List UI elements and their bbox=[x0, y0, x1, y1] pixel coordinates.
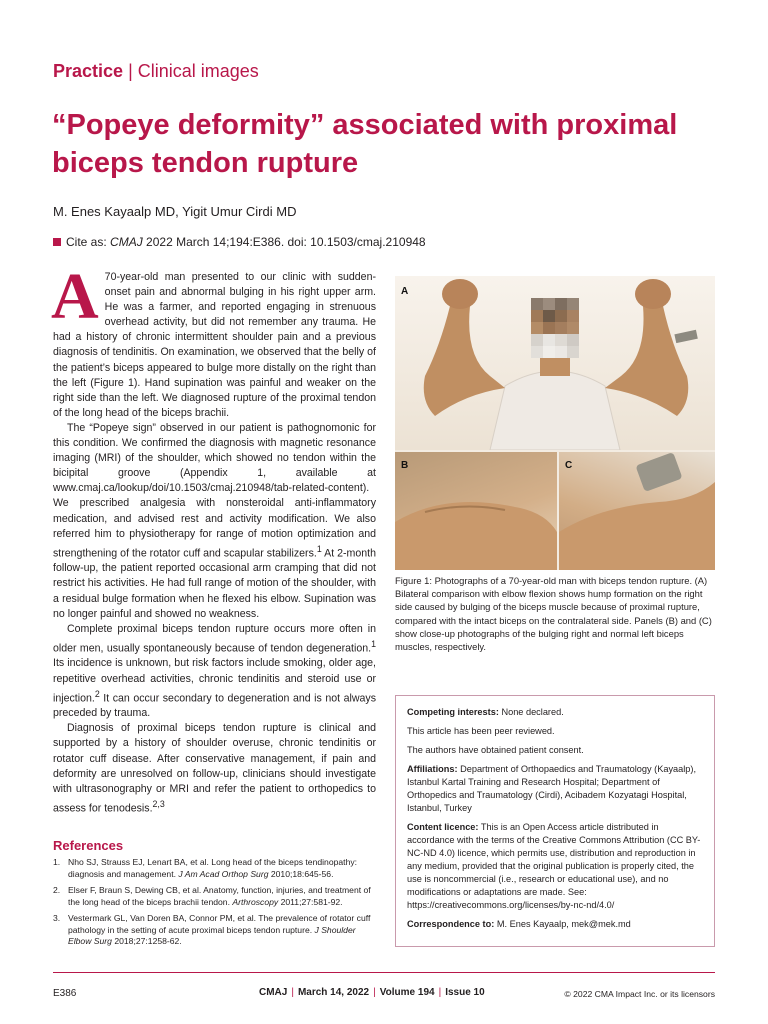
footer-date: March 14, 2022 bbox=[297, 987, 370, 998]
left-biceps-photo-illustration bbox=[559, 452, 715, 570]
peer-review-note: This article has been peer reviewed. bbox=[407, 726, 555, 736]
panel-a-label: A bbox=[401, 286, 409, 297]
article-body bbox=[51, 260, 376, 816]
paragraph-2-text-a: The “Popeye sign” observed in our patient is pathognomonic for this condition. We confirmed the diagnosis with magnetic resonance imaging (MRI) of the shoulder, which showed no tendon within the bicipital groove (Appendix 1, available at www.cmaj.ca/lookup/doi/10.1503/cmaj.210948/tab-related-content). We prescribed analgesia with nonsteroidal anti-inflammatory medication, and advised rest and activity modification. We also referred him to physiotherapy for range of motion optimization and strengthening of the rotator cuff and scapular stabilizers. bbox=[53, 421, 376, 560]
page-number: E386 bbox=[53, 988, 77, 999]
affiliations-text: Department of Orthopaedics and Traumatology (Kayaalp), Istanbul Kartal Training and Research Hospital; Department of Orthopedics and Traumatology (Cirdi), Acibadem Kozyatagi Hospital, Istanbul, Turkey bbox=[407, 764, 697, 813]
footer-divider bbox=[53, 972, 715, 973]
correspondence-text[interactable]: M. Enes Kayaalp, mek@mek.md bbox=[494, 919, 631, 929]
cite-prefix: Cite as: bbox=[66, 235, 107, 249]
drop-cap: A bbox=[51, 260, 99, 333]
reference-journal: J Am Acad Orthop Surg bbox=[178, 868, 269, 879]
reference-item bbox=[53, 857, 376, 880]
citation-sup: 2 bbox=[94, 688, 100, 699]
reference-item bbox=[53, 885, 376, 908]
paragraph-4-text: Diagnosis of proximal biceps tendon rupture is clinical and supported by a history of shoulder overuse, chronic tendinitis or rotator cuff disease. After conservative management, if pain and deformity are unresolved on follow-up, clinicians should investigate with ultrasonography or MRI and refer the patient to orthopedics to assess for tenodesis. bbox=[53, 722, 376, 815]
competing-interests-text: None declared. bbox=[498, 707, 564, 717]
footer-separator: | bbox=[438, 987, 442, 998]
reference-item bbox=[53, 913, 376, 948]
article-title: “Popeye deformity” associated with proximal biceps tendon rupture bbox=[52, 109, 678, 179]
content-licence-text[interactable]: This is an Open Access article distributed in accordance with the terms of the Creative Commons Attribution (CC BY-NC-ND 4.0) licence, which permits use, distribution and reproduction in any medium, provided that the original publication is properly cited, the use is noncommercial (i.e., research or educational use), and no modifications or adaptations are made. See: https://creativecommons.org/licenses/by-nc-nd/4.0/ bbox=[407, 822, 701, 910]
reference-number: 2. bbox=[53, 885, 61, 895]
reference-details: 2010;18:645-56. bbox=[268, 868, 334, 879]
affiliations-label: Affiliations: bbox=[407, 764, 458, 774]
figure-panel-c bbox=[559, 452, 715, 570]
competing-interests bbox=[407, 706, 703, 719]
section-name: Practice bbox=[53, 61, 124, 81]
figure-panel-b bbox=[395, 452, 557, 570]
panel-c-label: C bbox=[565, 460, 573, 471]
paragraph-4 bbox=[53, 721, 376, 816]
cite-details: 2022 March 14;194:E386. doi: 10.1503/cmaj.210948 bbox=[146, 235, 426, 249]
citation-line bbox=[53, 235, 426, 249]
paragraph-1 bbox=[51, 260, 376, 421]
citation-sup: 2,3 bbox=[152, 798, 165, 809]
reference-journal: Arthroscopy bbox=[232, 896, 279, 907]
paragraph-3-text-c: It can occur secondary to degeneration and is not always preceded by trauma. bbox=[53, 692, 376, 720]
citation-sup: 1 bbox=[371, 638, 376, 649]
paragraph-3-text-a: Complete proximal biceps tendon rupture occurs more often in older men, usually spontaneously because of tendon degeneration. bbox=[53, 622, 376, 655]
reference-text: Vestermark GL, Van Doren BA, Connor PM, et al. The prevalence of rotator cuff pathology in the setting of acute proximal biceps tendon rupture. bbox=[68, 913, 371, 935]
footer-volume: Volume 194 bbox=[379, 987, 435, 998]
article-info-box bbox=[395, 695, 715, 947]
paragraph-2-text-b: At 2-month follow-up, the patient reported occasional arm cramping that did not restrict his activities. He had full range of motion of the shoulder, with a residual bulge formation when he flexed his elbow. Supination was no longer painful and showed no weakness. bbox=[53, 547, 376, 620]
subsection-name: Clinical images bbox=[137, 61, 259, 81]
figure-label: Figure 1: bbox=[395, 575, 432, 586]
reference-journal: J Shoulder Elbow Surg bbox=[68, 924, 356, 946]
right-biceps-photo-illustration bbox=[395, 452, 557, 570]
reference-number: 3. bbox=[53, 913, 61, 923]
figure-caption-text: Photographs of a 70-year-old man with biceps tendon rupture. (A) Bilateral comparison with elbow flexion shows hump formation on the right side caused by bulging of the biceps muscle because of proximal rupture, compared with the intact biceps on the contralateral side. Panels (B) and (C) show close-up photographs of the bulging right and normal left biceps muscles, respectively. bbox=[395, 575, 712, 653]
paragraph-3 bbox=[53, 622, 376, 722]
citation-sup: 1 bbox=[316, 543, 322, 554]
paragraph-1-text: 70-year-old man presented to our clinic with sudden-onset pain and abnormal bulging in his right upper arm. He was a farmer, and reported engaging in strenuous overhead activity, but did not remember any trauma. He had a history of chronic intermittent shoulder pain and a previous diagnosis of tendinitis. On examination, we observed that the belly of the patient’s biceps appeared to bulge more distally on the right than the left (Figure 1). Hand supination was painful and weaker on the right side than the left. We diagnosed rupture of the proximal tendon of the long head of the biceps brachii. bbox=[53, 271, 376, 419]
content-licence-label: Content licence: bbox=[407, 822, 479, 832]
cite-journal: CMAJ bbox=[110, 235, 143, 249]
competing-interests-label: Competing interests: bbox=[407, 707, 499, 717]
figure-caption bbox=[395, 574, 715, 653]
reference-number: 1. bbox=[53, 857, 61, 867]
content-licence bbox=[407, 821, 703, 912]
reference-list bbox=[53, 857, 376, 953]
figure-panel-a bbox=[395, 276, 715, 450]
paragraph-3-text-b: Its incidence is unknown, but risk factors include smoking, older age, repetitive overhead activities, chronic tendinitis and steroid use or injection. bbox=[53, 657, 376, 705]
reference-text: Nho SJ, Strauss EJ, Lenart BA, et al. Long head of the biceps tendinopathy: diagnosis and management. bbox=[68, 857, 358, 879]
footer-journal-info bbox=[259, 987, 485, 998]
patient-photo-illustration bbox=[395, 276, 715, 450]
footer-separator: | bbox=[291, 987, 294, 998]
figure-1 bbox=[395, 276, 715, 570]
consent-note: The authors have obtained patient consent. bbox=[407, 745, 584, 755]
citation-square-icon bbox=[53, 238, 61, 246]
author-list: M. Enes Kayaalp MD, Yigit Umur Cirdi MD bbox=[53, 204, 297, 219]
correspondence bbox=[407, 918, 703, 931]
references-heading: References bbox=[53, 838, 124, 853]
correspondence-label: Correspondence to: bbox=[407, 919, 495, 929]
reference-details: 2011;27:581-92. bbox=[278, 896, 343, 907]
section-label bbox=[53, 61, 259, 82]
section-separator: | bbox=[128, 61, 133, 81]
footer-issue: Issue 10 bbox=[445, 987, 485, 998]
reference-text: Elser F, Braun S, Dewing CB, et al. Anatomy, function, injuries, and treatment of the long head of the biceps brachii tendon. bbox=[68, 885, 371, 907]
footer-copyright: © 2022 CMA Impact Inc. or its licensors bbox=[564, 989, 715, 999]
affiliations bbox=[407, 763, 703, 815]
footer-journal-name: CMAJ bbox=[259, 987, 288, 998]
paragraph-2 bbox=[53, 421, 376, 622]
footer-separator: | bbox=[373, 987, 376, 998]
panel-b-label: B bbox=[401, 460, 409, 471]
reference-details: 2018;27:1258-62. bbox=[111, 936, 182, 946]
